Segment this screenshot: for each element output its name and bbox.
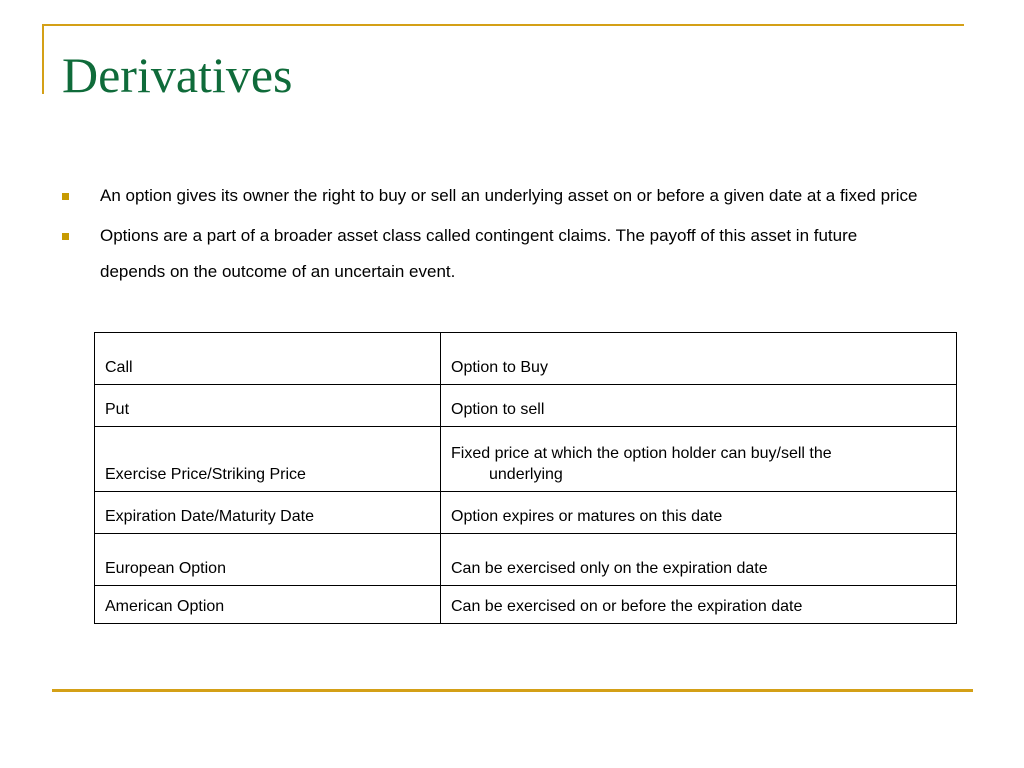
table-row: [95, 385, 957, 427]
table-row: [95, 586, 957, 624]
table-row: [95, 534, 957, 586]
table-row: [95, 427, 957, 492]
table-row: [95, 333, 957, 385]
frame-top-rule: [42, 24, 964, 26]
frame-left-rule: [42, 24, 44, 94]
bullet-item: [62, 178, 922, 214]
bullet-text: An option gives its owner the right to buy or sell an underlying asset on or before a given date at a fixed price: [100, 186, 918, 205]
definition-cell: [441, 427, 957, 492]
bullet-text: Options are a part of a broader asset class called contingent claims. The payoff of this asset in future depends on the outcome of an uncertain event.: [100, 226, 858, 281]
terms-table: [94, 332, 957, 624]
definition-cell: Can be exercised on or before the expiration date: [441, 586, 957, 624]
term-cell: American Option: [95, 586, 441, 624]
definition-text-continued: underlying: [489, 466, 563, 483]
definition-cell: Can be exercised only on the expiration date: [441, 534, 957, 586]
definition-text: Fixed price at which the option holder can buy/sell the: [451, 445, 832, 462]
term-cell: Put: [95, 385, 441, 427]
square-bullet-icon: [62, 233, 69, 240]
slide-title: Derivatives: [62, 47, 293, 103]
table-row: [95, 492, 957, 534]
term-cell: Exercise Price/Striking Price: [95, 427, 441, 492]
bullet-item: [62, 218, 922, 290]
term-cell: Expiration Date/Maturity Date: [95, 492, 441, 534]
term-cell: Call: [95, 333, 441, 385]
bullet-list: [62, 178, 922, 294]
definition-cell: Option to sell: [441, 385, 957, 427]
frame-bottom-rule: [52, 689, 973, 692]
definition-cell: Option expires or matures on this date: [441, 492, 957, 534]
definition-cell: Option to Buy: [441, 333, 957, 385]
term-cell: European Option: [95, 534, 441, 586]
square-bullet-icon: [62, 193, 69, 200]
